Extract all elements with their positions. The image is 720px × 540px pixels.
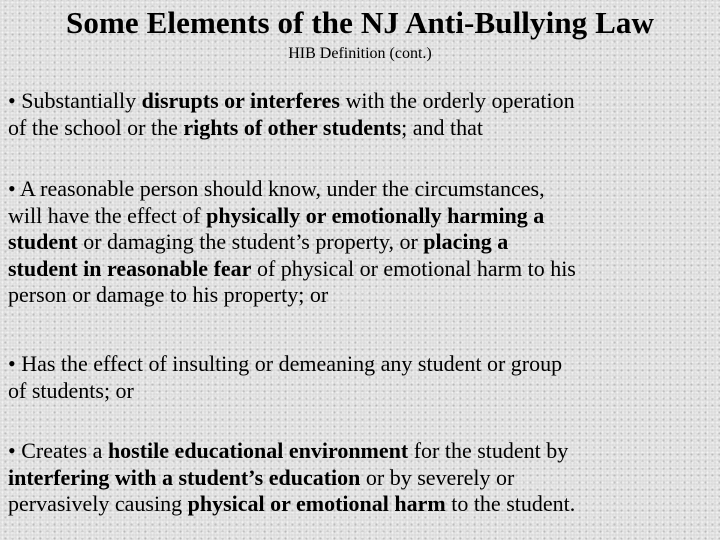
body-text: • Creates a — [8, 438, 108, 463]
bullet-line — [8, 256, 714, 283]
bullet-line — [8, 465, 714, 492]
emphasis-text: interfering with a student’s education — [8, 464, 361, 490]
body-text: person or damage to his property; or — [8, 282, 329, 307]
bullet-line — [8, 351, 714, 378]
bullet-line — [8, 491, 714, 518]
body-text: of physical or emotional harm to his — [251, 255, 576, 281]
body-text: will have the effect of — [8, 202, 207, 228]
bullet-line — [8, 176, 714, 203]
body-text: of students; or — [8, 377, 134, 403]
bullet-line — [8, 115, 714, 142]
emphasis-text: disrupts or interferes — [141, 88, 340, 113]
emphasis-text: placing a — [423, 229, 509, 254]
emphasis-text: physical or emotional harm — [187, 491, 446, 516]
emphasis-text: rights of other students — [183, 114, 402, 140]
bullet-reasonable-person — [8, 176, 714, 309]
bullet-line — [8, 229, 714, 256]
slide-subtitle: HIB Definition (cont.) — [288, 45, 432, 62]
bullet-line — [8, 438, 714, 465]
bullet-line — [8, 378, 714, 405]
emphasis-text: physically or emotionally harming a — [206, 202, 545, 228]
bullet-insulting — [8, 351, 714, 404]
body-text: • A reasonable person should know, under the circumstances, — [8, 176, 545, 201]
body-text: • Substantially — [8, 88, 142, 113]
body-text: or damaging the student’s property, or — [77, 229, 424, 254]
body-text: for the student by — [408, 438, 569, 463]
slide-title: Some Elements of the NJ Anti-Bullying Law — [66, 5, 654, 40]
body-text: • Has the effect of insulting or demeaning any student or group — [8, 351, 563, 376]
body-text: pervasively causing — [8, 491, 188, 516]
body-text: ; and that — [401, 114, 483, 140]
bullet-hostile-environment — [8, 438, 714, 518]
body-text: of the school or the — [8, 114, 184, 140]
bullet-line — [8, 88, 714, 115]
bullet-line — [8, 282, 714, 309]
bullet-disrupts — [8, 88, 714, 141]
emphasis-text: hostile educational environment — [107, 438, 409, 463]
bullet-line — [8, 203, 714, 230]
body-text: with the orderly operation — [339, 88, 575, 113]
body-text: or by severely or — [360, 464, 515, 490]
emphasis-text: student — [8, 229, 78, 254]
emphasis-text: student in reasonable fear — [8, 255, 252, 281]
body-text: to the student. — [445, 491, 576, 516]
